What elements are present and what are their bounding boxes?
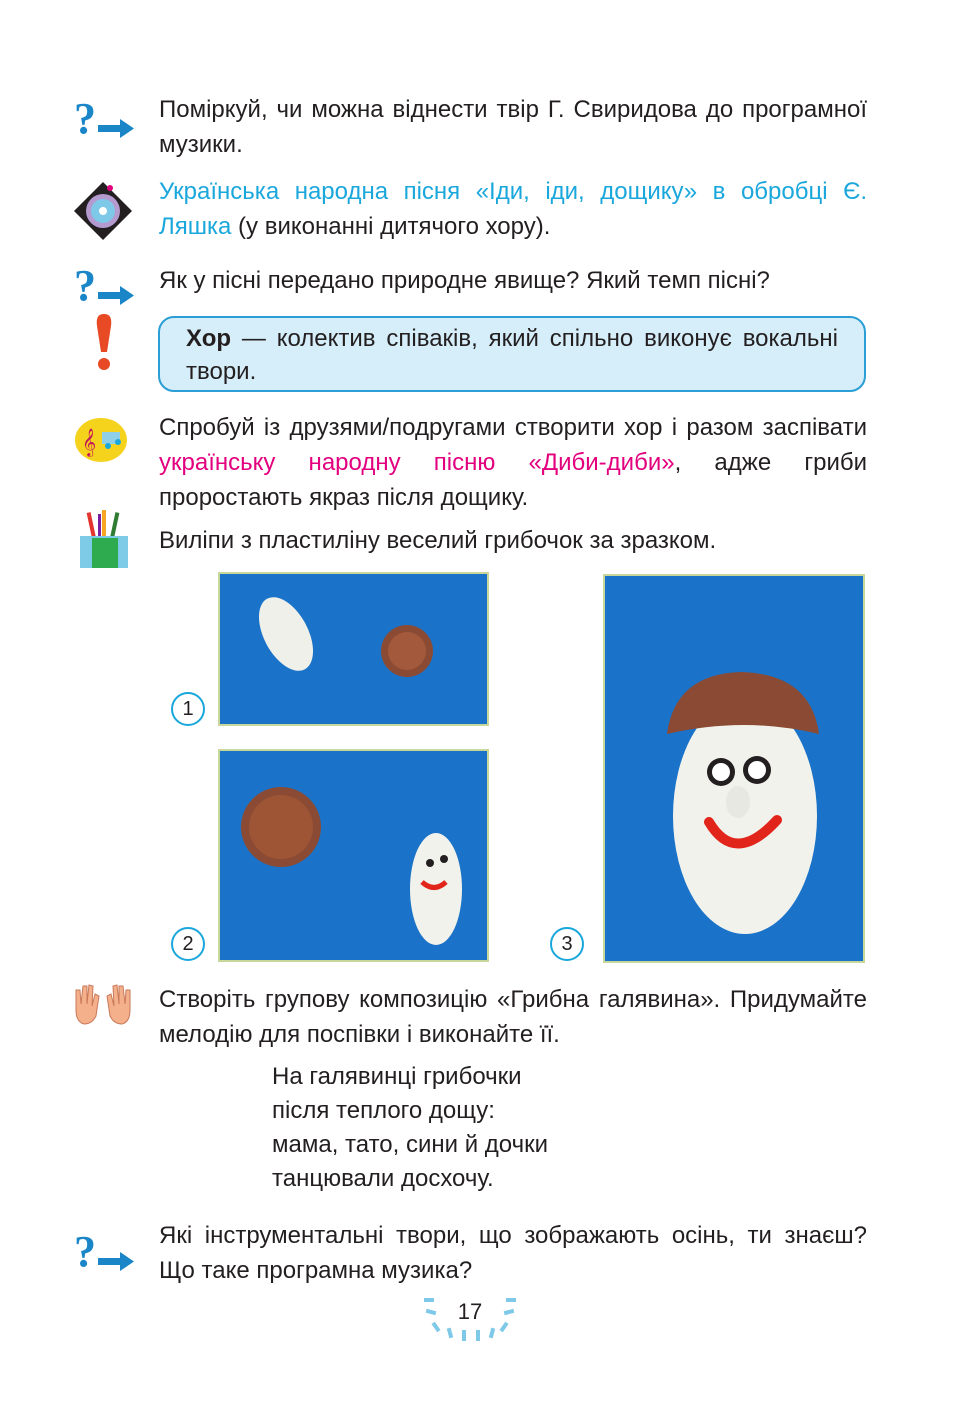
clay-step-1-photo bbox=[218, 572, 489, 726]
definition-box bbox=[158, 316, 866, 392]
question-arrow-icon bbox=[74, 1228, 136, 1274]
clay-mushroom-image bbox=[605, 576, 865, 963]
cd-disc-icon bbox=[72, 180, 134, 242]
svg-text:?: ? bbox=[74, 1228, 96, 1274]
poem bbox=[272, 1060, 548, 1196]
song-link[interactable]: Українська народна пісня «Іди, іди, дощику» в обробці Є. Ляшка bbox=[159, 178, 867, 240]
music-notes-icon bbox=[74, 416, 128, 464]
poem-line: після теплого дощу: bbox=[272, 1097, 495, 1124]
poem-line: мама, тато, сини й дочки bbox=[272, 1131, 549, 1158]
clay-pieces-image bbox=[220, 574, 489, 726]
hands-icon bbox=[72, 982, 134, 1026]
poem-line: танцювали досхочу. bbox=[272, 1165, 494, 1192]
question-3: Які інструментальні твори, що зображають осінь, ти знаєш? Що таке програмна музика? bbox=[159, 1222, 867, 1284]
craft-text: Виліпи з пластиліну веселий грибочок за зразком. bbox=[159, 527, 717, 554]
page-number: 17 bbox=[457, 1299, 483, 1324]
group-task-text: Створіть групову композицію «Грибна галявина». Придумайте мелодію для поспівки і виконайте її. bbox=[159, 986, 867, 1048]
step-number-2: 2 bbox=[171, 927, 205, 961]
question-arrow-icon bbox=[74, 95, 136, 141]
step-number-3: 3 bbox=[550, 927, 584, 961]
pencil-cup-icon bbox=[78, 508, 130, 570]
clay-step-3-photo bbox=[603, 574, 865, 963]
definition-text: — колектив співаків, який спільно виконує вокальні твори. bbox=[186, 325, 838, 385]
question-arrow-icon bbox=[74, 262, 136, 308]
step-number-1: 1 bbox=[171, 692, 205, 726]
svg-text:?: ? bbox=[74, 262, 96, 308]
listening-text: Українська народна пісня «Іди, іди, дощику» в обробці Є. Ляшка (у виконанні дитячого хору). bbox=[159, 178, 867, 240]
song-link[interactable]: українську народну пісню «Диби-диби» bbox=[159, 449, 675, 476]
question-2: Як у пісні передано природне явище? Який темп пісні? bbox=[159, 267, 770, 294]
definition-term: Хор bbox=[186, 325, 232, 352]
poem-line: На галявинці грибочки bbox=[272, 1063, 522, 1090]
singing-text: Спробуй із друзями/подругами створити хор і разом заспівати українську народну пісню «Диби-диби», адже гриби проростають якраз після дощику. bbox=[159, 414, 867, 511]
clay-figure-image bbox=[220, 751, 489, 962]
svg-text:𝄞: 𝄞 bbox=[82, 428, 97, 456]
clay-step-2-photo bbox=[218, 749, 489, 962]
question-1: Поміркуй, чи можна віднести твір Г. Свиридова до програмної музики. bbox=[159, 96, 867, 158]
svg-text:?: ? bbox=[74, 95, 96, 141]
exclamation-icon bbox=[92, 312, 116, 372]
